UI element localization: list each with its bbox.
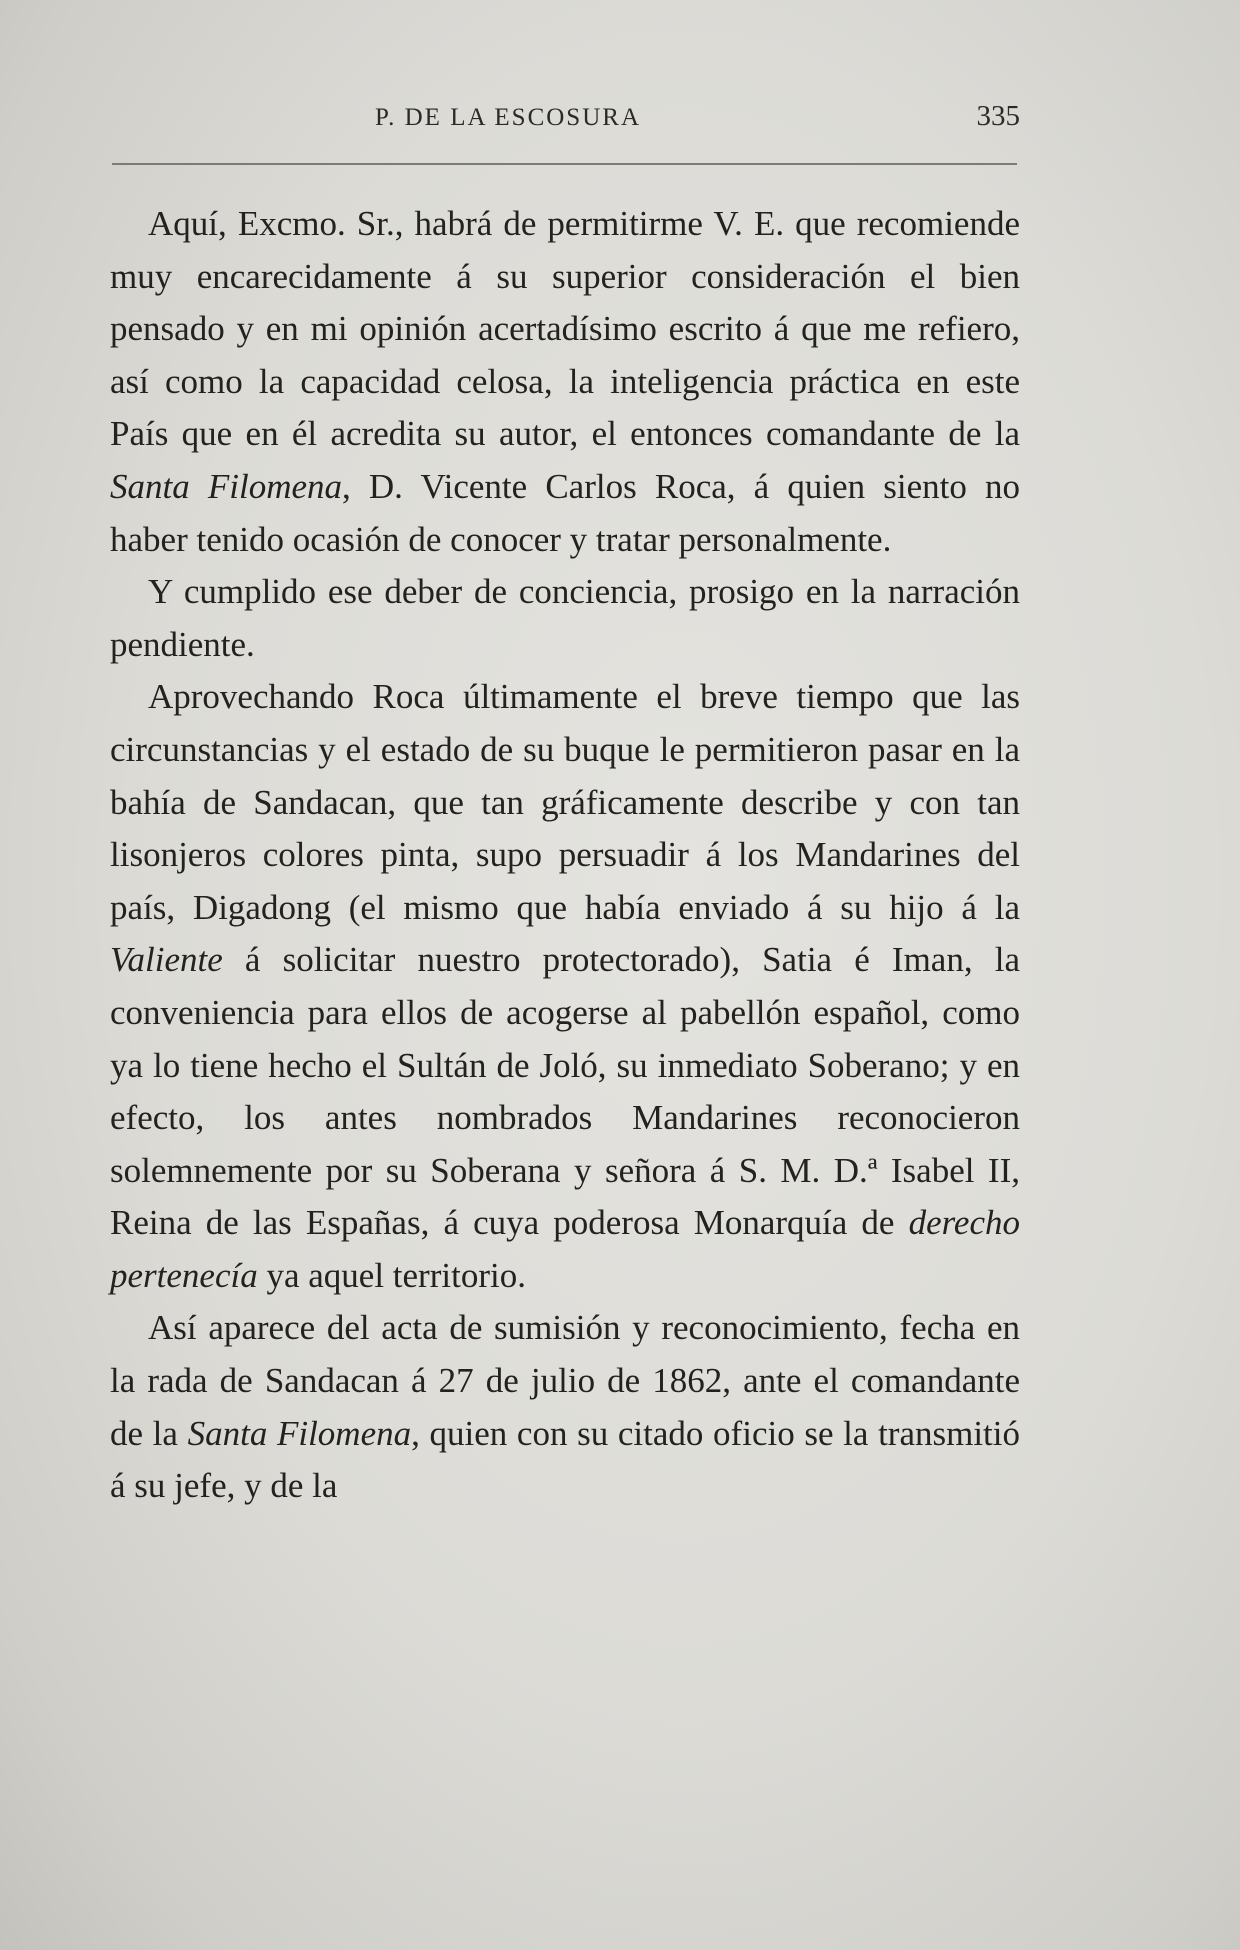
body-text: [110, 198, 1020, 1513]
text-run: , D. Vicente Carlos Roca, á quien siento no haber tenido ocasión de conocer y tratar personalmente.: [110, 466, 1020, 559]
emphasis-italic: derecho pertenecía: [110, 1203, 1020, 1295]
header-rule: [112, 163, 1017, 165]
text-run: Aquí, Excmo. Sr., habrá de permitirme V. E. que recomiende muy encarecidamente á su superior consideración el bien pensado y en mi opinión acertadísimo escrito á que me refiero, así como la capacidad celosa, la inteligencia práctica en este País que en él acredita su autor, el entonces comandante de la: [110, 204, 1020, 454]
ship-name-italic: Valiente: [110, 940, 223, 980]
running-head-title: P. DE LA ESCOSURA: [375, 104, 641, 131]
text-run: Y cumplido ese deber de conciencia, prosigo en la narración pendiente.: [110, 572, 1020, 664]
ship-name-italic: Santa Filomena: [110, 466, 343, 506]
text-run: ya aquel territorio.: [257, 1255, 526, 1295]
running-head: [110, 98, 1020, 148]
paragraph: [110, 198, 1020, 566]
text-run: Aprovechando Roca últimamente el breve tiempo que las circunstancias y el estado de su buque le permitieron pasar en la bahía de Sandacan, que tan gráficamente describe y con tan lisonjeros colores pinta, supo persuadir á los Mandarines del país, Digadong (el mismo que había enviado á su hijo á la: [110, 677, 1020, 927]
paragraph: [110, 1302, 1020, 1512]
text-run: , quien con su citado oficio se la transmitió á su jefe, y de la: [110, 1413, 1020, 1506]
paragraph: [110, 671, 1020, 1302]
paragraph: [110, 566, 1020, 671]
text-run: Así aparece del acta de sumisión y reconocimiento, fecha en la rada de Sandacan á 27 de julio de 1862, ante el comandante de la: [110, 1308, 1020, 1453]
text-run: á solicitar nuestro protectorado), Satia é Iman, la conveniencia para ellos de acogerse al pabellón español, como ya lo tiene hecho el Sultán de Joló, su inmediato Soberano; y en efecto, los antes nombrados Mandarines reconocieron solemnemente por su Soberana y señora á S. M. D.ª Isabel II, Reina de las Españas, á cuya poderosa Monarquía de: [110, 940, 1020, 1243]
page-number: 335: [976, 100, 1020, 132]
ship-name-italic: Santa Filomena: [187, 1413, 412, 1453]
